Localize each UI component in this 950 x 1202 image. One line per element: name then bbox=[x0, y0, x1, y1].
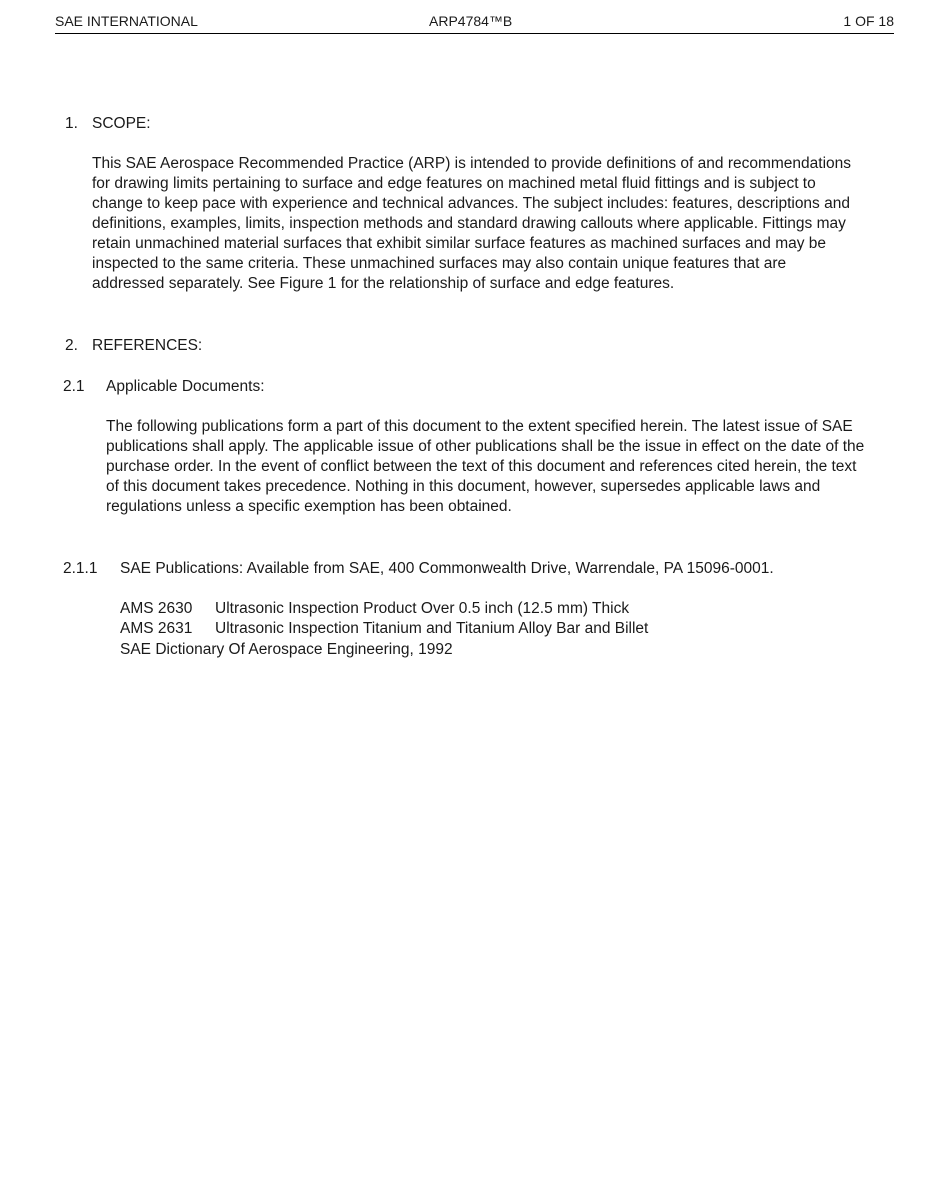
reference-dictionary: SAE Dictionary Of Aerospace Engineering, 1992 bbox=[120, 641, 453, 658]
reference-item bbox=[120, 619, 648, 639]
references-number: 2. bbox=[65, 337, 78, 354]
references-heading: REFERENCES: bbox=[92, 337, 203, 354]
reference-description: Ultrasonic Inspection Product Over 0.5 inch (12.5 mm) Thick bbox=[215, 600, 630, 617]
sae-publications-number: 2.1.1 bbox=[63, 560, 98, 577]
sae-publications-heading: SAE Publications: Available from SAE, 400 Commonwealth Drive, Warrendale, PA 15096-0001. bbox=[120, 560, 774, 577]
reference-code: AMS 2631 bbox=[120, 620, 193, 637]
applicable-heading: Applicable Documents: bbox=[106, 378, 265, 395]
scope-paragraph: This SAE Aerospace Recommended Practice (ARP) is intended to provide definitions of and recommendations for drawing limits pertaining to surface and edge features on machined metal fluid fittings and is subject to change to keep pace with experience and technical advances. The subject includes: features, descriptions and definitions, examples, limits, inspection methods and standard drawing callouts where applicable. Fittings may retain unmachined material surfaces that exhibit similar surface features as machined surfaces and may be inspected to the same criteria. These unmachined surfaces may also contain unique features that are addressed separately. See Figure 1 for the relationship of surface and edge features. bbox=[92, 155, 852, 292]
applicable-number: 2.1 bbox=[63, 378, 85, 395]
scope-heading: SCOPE: bbox=[92, 115, 151, 132]
reference-description: Ultrasonic Inspection Titanium and Titanium Alloy Bar and Billet bbox=[215, 620, 649, 637]
reference-item bbox=[120, 599, 629, 619]
header-document-number: ARP4784™B bbox=[429, 13, 513, 29]
reference-code: AMS 2630 bbox=[120, 600, 193, 617]
scope-number: 1. bbox=[65, 115, 78, 132]
applicable-paragraph: The following publications form a part of this document to the extent specified herein. The latest issue of SAE publications shall apply. The applicable issue of other publications shall be the issue in effect on the date of the purchase order. In the event of conflict between the text of this document and references cited herein, the text of this document takes precedence. Nothing in this document, however, supersedes applicable laws and regulations unless a specific exemption has been obtained. bbox=[106, 418, 865, 515]
header-organization: SAE INTERNATIONAL bbox=[55, 13, 198, 29]
header-page-number: 1 OF 18 bbox=[843, 13, 894, 29]
page-header bbox=[55, 11, 894, 34]
